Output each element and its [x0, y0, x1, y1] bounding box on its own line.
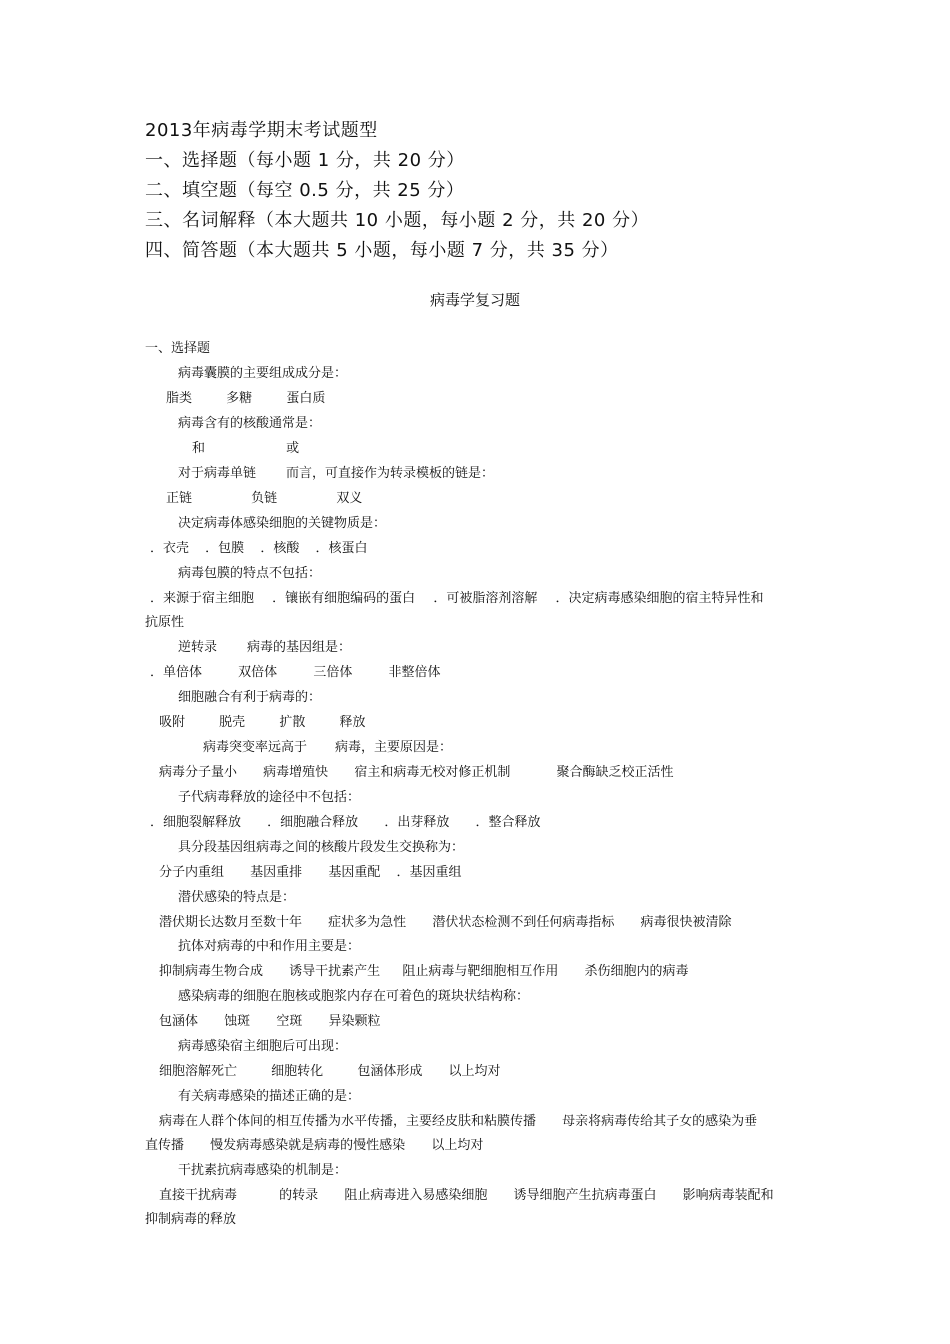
question-stem: 决定病毒体感染细胞的关键物质是：: [178, 516, 387, 531]
section-heading: 一、选择题: [145, 341, 211, 356]
answer-option: ．包膜: [205, 541, 245, 556]
answer-options: [192, 439, 299, 459]
answer-option-continuation: 抗原性: [145, 615, 185, 630]
answer-option: ．整合释放: [475, 815, 541, 830]
answer-option: 母亲将病毒传给其子女的感染为垂: [562, 1114, 758, 1129]
answer-options: [150, 663, 440, 683]
answer-option: 包涵体形成: [357, 1064, 423, 1079]
answer-options: [159, 962, 688, 982]
stem-part: 病毒的基因组是：: [247, 640, 352, 655]
question-stem: 病毒包膜的特点不包括：: [178, 566, 322, 581]
answer-options: [159, 1062, 500, 1082]
question-stem: 具分段基因组病毒之间的核酸片段发生交换称为：: [178, 840, 465, 855]
answer-option: 抑制病毒生物合成: [159, 964, 264, 979]
answer-option: ．可被脂溶剂溶解: [433, 591, 538, 606]
question-stem: [178, 638, 351, 658]
answer-option: 基因重排: [250, 865, 303, 880]
answer-option: 宿主和病毒无校对修正机制: [354, 765, 511, 780]
exam-section-2: 二、填空题（每空 0.5 分，共 25 分）: [145, 180, 465, 201]
answer-option: 和: [192, 441, 206, 456]
question-stem: 病毒含有的核酸通常是：: [178, 416, 322, 431]
answer-option: 蛋白质: [286, 391, 326, 406]
answer-option: 诱导干扰素产生: [289, 964, 381, 979]
answer-option: 病毒增殖快: [263, 765, 329, 780]
answer-option: ．细胞裂解释放: [150, 815, 242, 830]
answer-option: ．基因重组: [396, 865, 462, 880]
question-stem: [203, 738, 452, 758]
answer-options: [150, 813, 540, 833]
question-stem: 抗体对病毒的中和作用主要是：: [178, 939, 361, 954]
answer-options: [159, 863, 461, 883]
answer-option: ．核蛋白: [315, 541, 368, 556]
answer-option: 直传播: [145, 1138, 185, 1153]
question-stem: 有关病毒感染的描述正确的是：: [178, 1089, 361, 1104]
exam-title: 2013年病毒学期末考试题型: [145, 120, 378, 141]
exam-section-4: 四、简答题（本大题共 5 小题，每小题 7 分，共 35 分）: [145, 240, 619, 261]
answer-option: 非整倍体: [388, 665, 441, 680]
answer-option: ．决定病毒感染细胞的宿主特异性和: [555, 591, 764, 606]
exam-header: [145, 116, 649, 266]
answer-option: ．核酸: [260, 541, 300, 556]
answer-option: 阻止病毒与靶细胞相互作用: [402, 964, 559, 979]
answer-option: 慢发病毒感染就是病毒的慢性感染: [210, 1138, 406, 1153]
answer-option: 阻止病毒进入易感染细胞: [344, 1188, 488, 1203]
answer-option: 蚀斑: [224, 1014, 251, 1029]
answer-option: 双义: [336, 491, 363, 506]
answer-option: 的转录: [279, 1188, 319, 1203]
answer-option: 脂类: [166, 391, 193, 406]
answer-option: 病毒很快被清除: [640, 915, 732, 930]
question-stem: 干扰素抗病毒感染的机制是：: [178, 1163, 348, 1178]
answer-option: 分子内重组: [159, 865, 225, 880]
answer-option: 诱导细胞产生抗病毒蛋白: [513, 1188, 657, 1203]
answer-option: 病毒在人群个体间的相互传播为水平传播，主要经皮肤和粘膜传播: [159, 1114, 537, 1129]
answer-option: 细胞转化: [271, 1064, 324, 1079]
stem-part: 逆转录: [178, 640, 218, 655]
answer-options: [166, 389, 325, 409]
answer-option: 直接干扰病毒: [159, 1188, 238, 1203]
question-stem: 子代病毒释放的途径中不包括：: [178, 790, 361, 805]
answer-options: [159, 913, 731, 933]
answer-option: 负链: [251, 491, 278, 506]
answer-option: 症状多为急性: [328, 915, 407, 930]
question-stem: 潜伏感染的特点是：: [178, 890, 296, 905]
answer-options: [159, 713, 365, 733]
answer-option: 三倍体: [313, 665, 353, 680]
answer-option: 潜伏期长达数月至数十年: [159, 915, 303, 930]
exam-section-1: 一、选择题（每小题 1 分，共 20 分）: [145, 150, 465, 171]
answer-option: ．出芽释放: [384, 815, 450, 830]
answer-option: 空斑: [276, 1014, 303, 1029]
answer-option: ．镶嵌有细胞编码的蛋白: [272, 591, 416, 606]
answer-option: 脱壳: [219, 715, 246, 730]
answer-option: 基因重配: [328, 865, 381, 880]
answer-option: 正链: [166, 491, 193, 506]
answer-options: [150, 589, 763, 609]
answer-option-continuation: 抑制病毒的释放: [145, 1212, 237, 1227]
answer-option: 杀伤细胞内的病毒: [584, 964, 689, 979]
stem-part: 病毒，主要原因是：: [335, 740, 453, 755]
answer-option: ．单倍体: [150, 665, 203, 680]
question-stem: 细胞融合有利于病毒的：: [178, 690, 322, 705]
question-stem: [178, 464, 494, 484]
stem-part: 而言，可直接作为转录模板的链是：: [286, 466, 495, 481]
answer-option: 病毒分子量小: [159, 765, 238, 780]
answer-option: 细胞溶解死亡: [159, 1064, 238, 1079]
question-stem: 病毒感染宿主细胞后可出现：: [178, 1039, 348, 1054]
answer-options: [166, 489, 362, 509]
stem-part: 对于病毒单链: [178, 466, 257, 481]
answer-options: [159, 1186, 774, 1206]
answer-option: 潜伏状态检测不到任何病毒指标: [432, 915, 615, 930]
answer-option: 异染颗粒: [328, 1014, 381, 1029]
answer-options: [150, 539, 367, 559]
answer-options: [159, 763, 673, 783]
answer-option: 扩散: [279, 715, 306, 730]
question-stem: 病毒囊膜的主要组成成分是：: [178, 366, 348, 381]
answer-option: ．来源于宿主细胞: [150, 591, 255, 606]
answer-option: ．细胞融合释放: [267, 815, 359, 830]
answer-option: 或: [286, 441, 300, 456]
answer-option: 包涵体: [159, 1014, 199, 1029]
answer-option: 双倍体: [238, 665, 278, 680]
answer-option: 聚合酶缺乏校正活性: [556, 765, 674, 780]
answer-option: 影响病毒装配和: [682, 1188, 774, 1203]
stem-part: 病毒突变率远高于: [203, 740, 308, 755]
answer-options: [159, 1112, 757, 1132]
answer-option: 释放: [339, 715, 366, 730]
answer-option: 多糖: [226, 391, 253, 406]
answer-option: 以上均对: [448, 1064, 501, 1079]
answer-option: 以上均对: [431, 1138, 484, 1153]
answer-option: ．衣壳: [150, 541, 190, 556]
question-stem: 感染病毒的细胞在胞核或胞浆内存在可着色的斑块状结构称：: [178, 989, 530, 1004]
review-title: 病毒学复习题: [429, 291, 520, 309]
answer-option: 吸附: [159, 715, 186, 730]
answer-options: [159, 1012, 380, 1032]
exam-section-3: 三、名词解释（本大题共 10 小题，每小题 2 分，共 20 分）: [145, 210, 650, 231]
answer-options-continuation: [145, 1136, 483, 1156]
